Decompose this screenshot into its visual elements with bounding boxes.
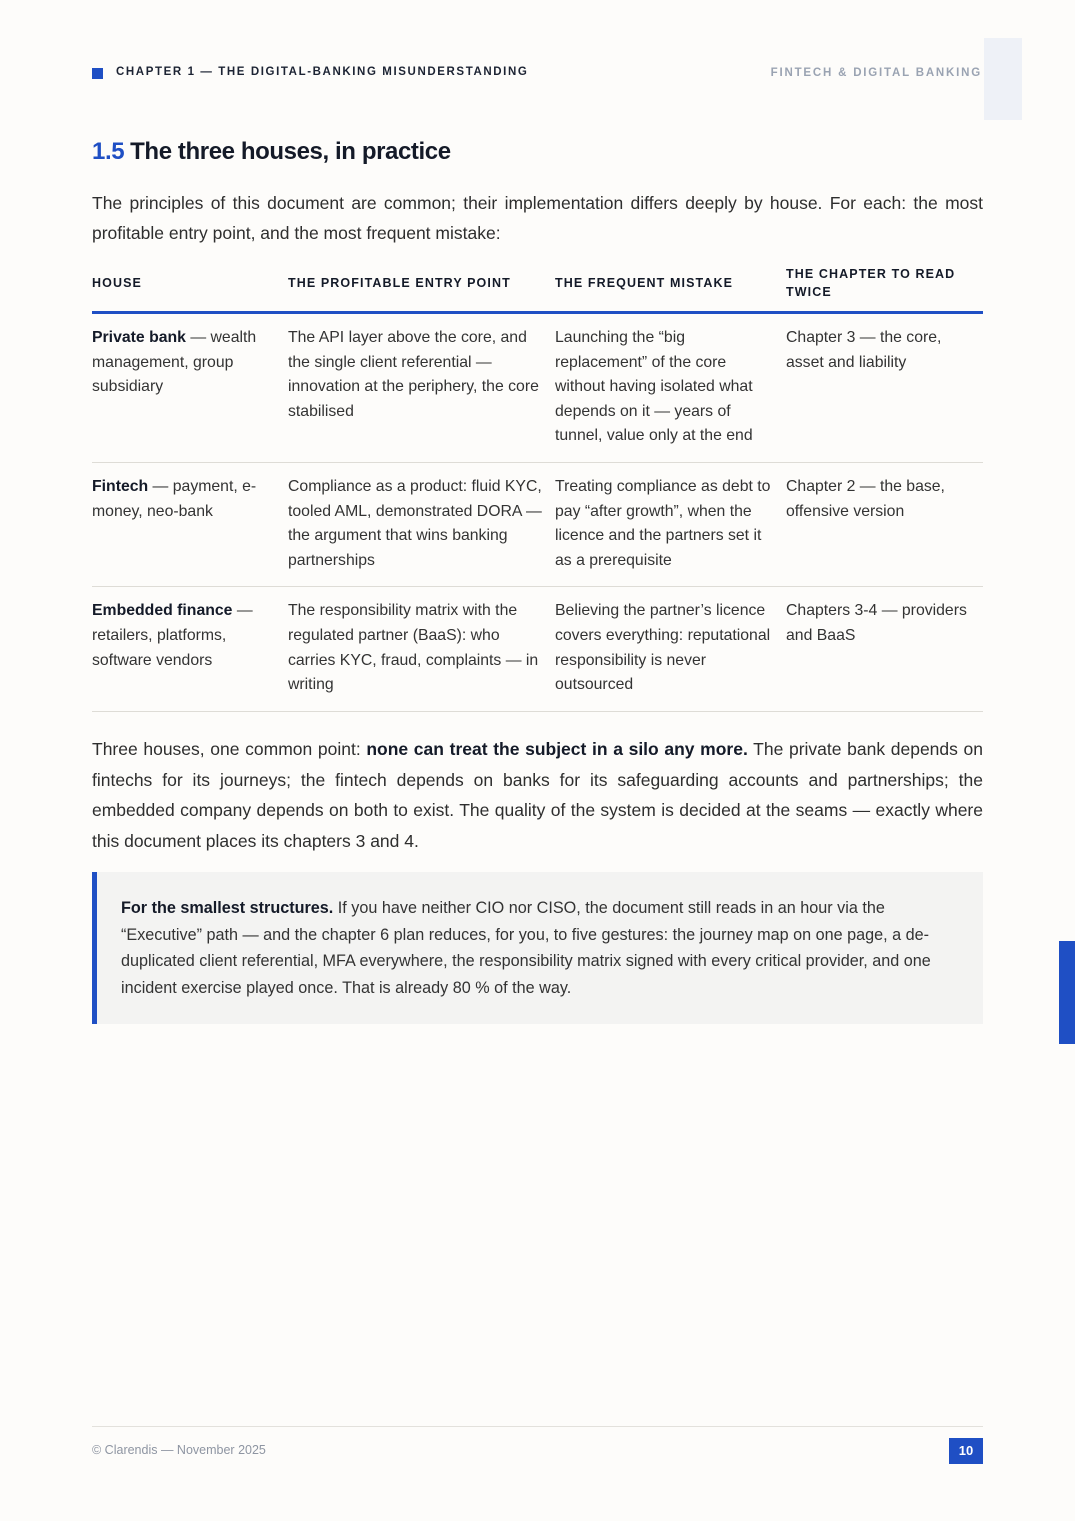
intro-paragraph: The principles of this document are common; their implementation differs deeply by house. For each: the most profitable entry point, and the most frequent mistake: bbox=[92, 193, 983, 243]
summary-rest: The private bank depends on fintechs for its journeys; the fintech depends on banks for its safeguarding accounts and partnerships; the embedded company depends on both to exist. The quality of the system is decided at the seams — exactly where this document places its chapters 3 and 4. bbox=[92, 739, 984, 851]
mistake-cell: Launching the “big replacement” of the core without having isolated what depends on it — years of tunnel, value only at the end bbox=[555, 313, 786, 463]
houses-table bbox=[92, 255, 983, 712]
summary-emphasis: none can treat the subject in a silo any more. bbox=[366, 739, 748, 759]
house-name: Private bank bbox=[92, 329, 186, 346]
house-name: Fintech bbox=[92, 477, 149, 495]
page-number: 10 bbox=[949, 1438, 983, 1464]
column-header-house: HOUSE bbox=[92, 255, 288, 313]
table-row bbox=[92, 587, 983, 711]
house-cell bbox=[92, 313, 288, 463]
house-cell bbox=[92, 462, 288, 586]
summary-paragraph bbox=[92, 734, 983, 856]
house-description: — retailers, platforms, software vendors bbox=[92, 602, 253, 669]
footer-divider bbox=[92, 1426, 983, 1427]
column-header-entry-point: THE PROFITABLE ENTRY POINT bbox=[288, 255, 555, 313]
summary-lead: Three houses, one common point: bbox=[92, 739, 367, 759]
chapter-side-tab bbox=[1059, 941, 1075, 1044]
table-row bbox=[92, 313, 983, 463]
table-header-row bbox=[92, 255, 983, 313]
document-title: FINTECH & DIGITAL BANKING bbox=[770, 67, 982, 79]
chapter-marker bbox=[92, 68, 103, 79]
chapter-cell: Chapter 3 — the core, asset and liability bbox=[786, 313, 983, 463]
section-heading bbox=[92, 138, 451, 166]
callout-text: If you have neither CIO nor CISO, the document still reads in an hour via the “Executive” path — and the chapter 6 plan reduces, for you, to five gestures: the journey map on one page, a de-duplicated client referential, MFA everywhere, the responsibility matrix signed with every critical provider, and one incident exercise played once. That is already 80 % of the way. bbox=[121, 899, 931, 997]
mistake-cell: Treating compliance as debt to pay “after growth”, when the licence and the partners set it as a prerequisite bbox=[555, 462, 786, 586]
footer-copyright: © Clarendis — November 2025 bbox=[92, 1443, 266, 1457]
callout-box bbox=[92, 872, 983, 1024]
house-description: — payment, e-money, neo-bank bbox=[92, 477, 257, 520]
entry-point-cell: The API layer above the core, and the single client referential — innovation at the periphery, the core stabilised bbox=[288, 313, 555, 463]
section-title: The three houses, in practice bbox=[130, 138, 451, 165]
column-header-mistake: THE FREQUENT MISTAKE bbox=[555, 255, 786, 313]
table-row bbox=[92, 462, 983, 586]
section-number: 1.5 bbox=[92, 138, 125, 165]
column-header-chapter: THE CHAPTER TO READ TWICE bbox=[786, 255, 983, 313]
callout-title: For the smallest structures. bbox=[121, 899, 334, 917]
entry-point-cell: The responsibility matrix with the regulated partner (BaaS): who carries KYC, fraud, complaints — in writing bbox=[288, 587, 555, 711]
house-description: — wealth management, group subsidiary bbox=[92, 329, 257, 396]
house-cell bbox=[92, 587, 288, 711]
chapter-number-decoration bbox=[984, 38, 1022, 120]
chapter-cell: Chapter 2 — the base, offensive version bbox=[786, 462, 983, 586]
chapter-title: CHAPTER 1 — THE DIGITAL-BANKING MISUNDERSTANDING bbox=[116, 66, 529, 78]
page-header bbox=[92, 66, 982, 82]
house-name: Embedded finance bbox=[92, 602, 233, 620]
mistake-cell: Believing the partner’s licence covers everything: reputational responsibility is never outsourced bbox=[555, 587, 786, 711]
chapter-cell: Chapters 3-4 — providers and BaaS bbox=[786, 587, 983, 711]
entry-point-cell: Compliance as a product: fluid KYC, tooled AML, demonstrated DORA — the argument that wins banking partnerships bbox=[288, 462, 555, 586]
